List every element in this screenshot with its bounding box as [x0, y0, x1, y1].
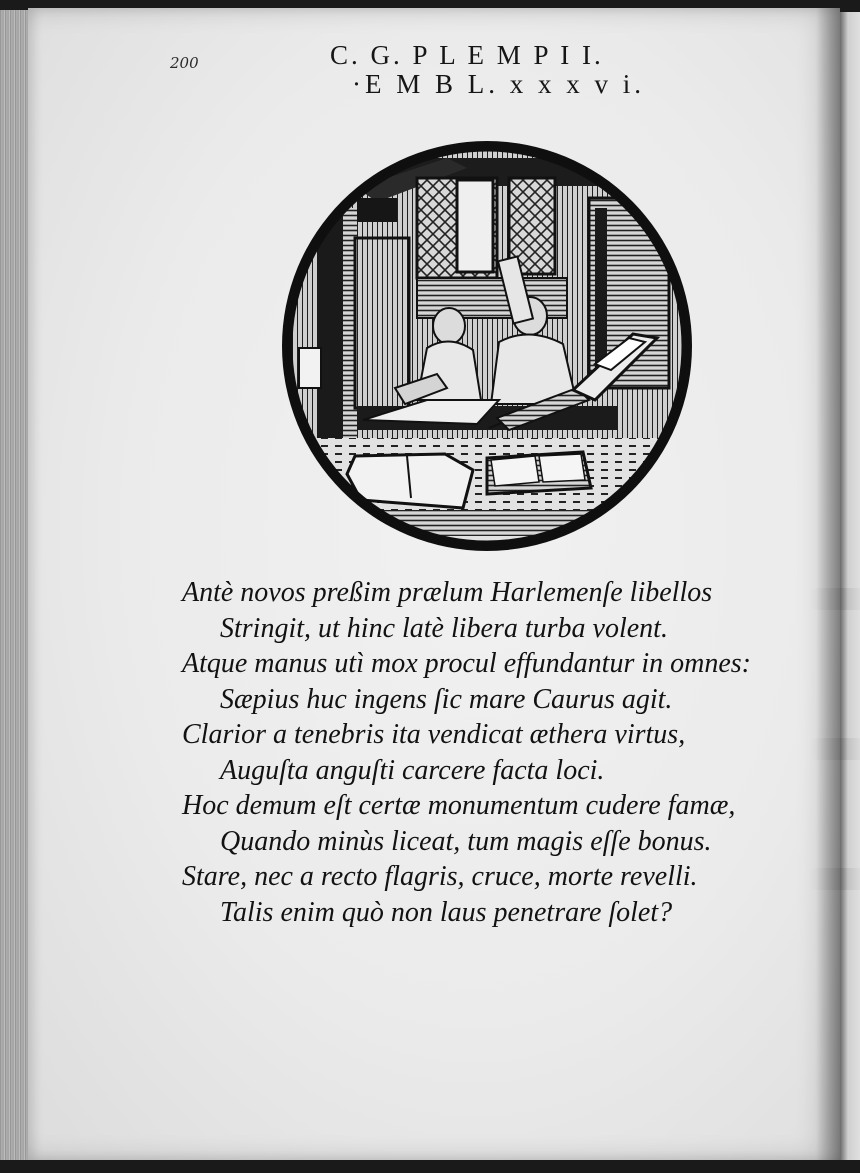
poem-line: Hoc demum eſt certæ monumentum cudere famæ, — [182, 790, 736, 821]
poem-line: Antè novos preßim prælum Harlemenſe libellos — [182, 577, 713, 608]
poem-line: Sæpius huc ingens ſic mare Caurus agit. — [220, 683, 673, 715]
poem-line: Clarior a tenebris ita vendicat æthera virtus, — [182, 719, 686, 750]
poem-line: Quando minùs liceat, tum magis eſſe bonus. — [220, 825, 712, 857]
emblem-poem — [182, 575, 822, 930]
facing-page-edge — [840, 12, 860, 1160]
running-head-author: C. G. P L E M P I I. — [330, 40, 604, 70]
poem-line: Atque manus utì mox procul effundantur in omnes: — [182, 648, 752, 679]
page-number: 200 — [170, 54, 199, 72]
emblem-woodcut-icon — [277, 138, 697, 554]
poem-line: Talis enim quò non laus penetrare ſolet? — [220, 896, 673, 928]
poem-line: Stringit, ut hinc latè libera turba volent. — [220, 612, 668, 644]
running-head — [330, 40, 650, 100]
poem-line: Auguſta anguſti carcere facta loci. — [220, 754, 605, 786]
running-head-emblem-number: ·E M B L. x x x v i. — [352, 69, 645, 99]
poem-line: Stare, nec a recto flagris, cruce, morte revelli. — [182, 861, 698, 892]
